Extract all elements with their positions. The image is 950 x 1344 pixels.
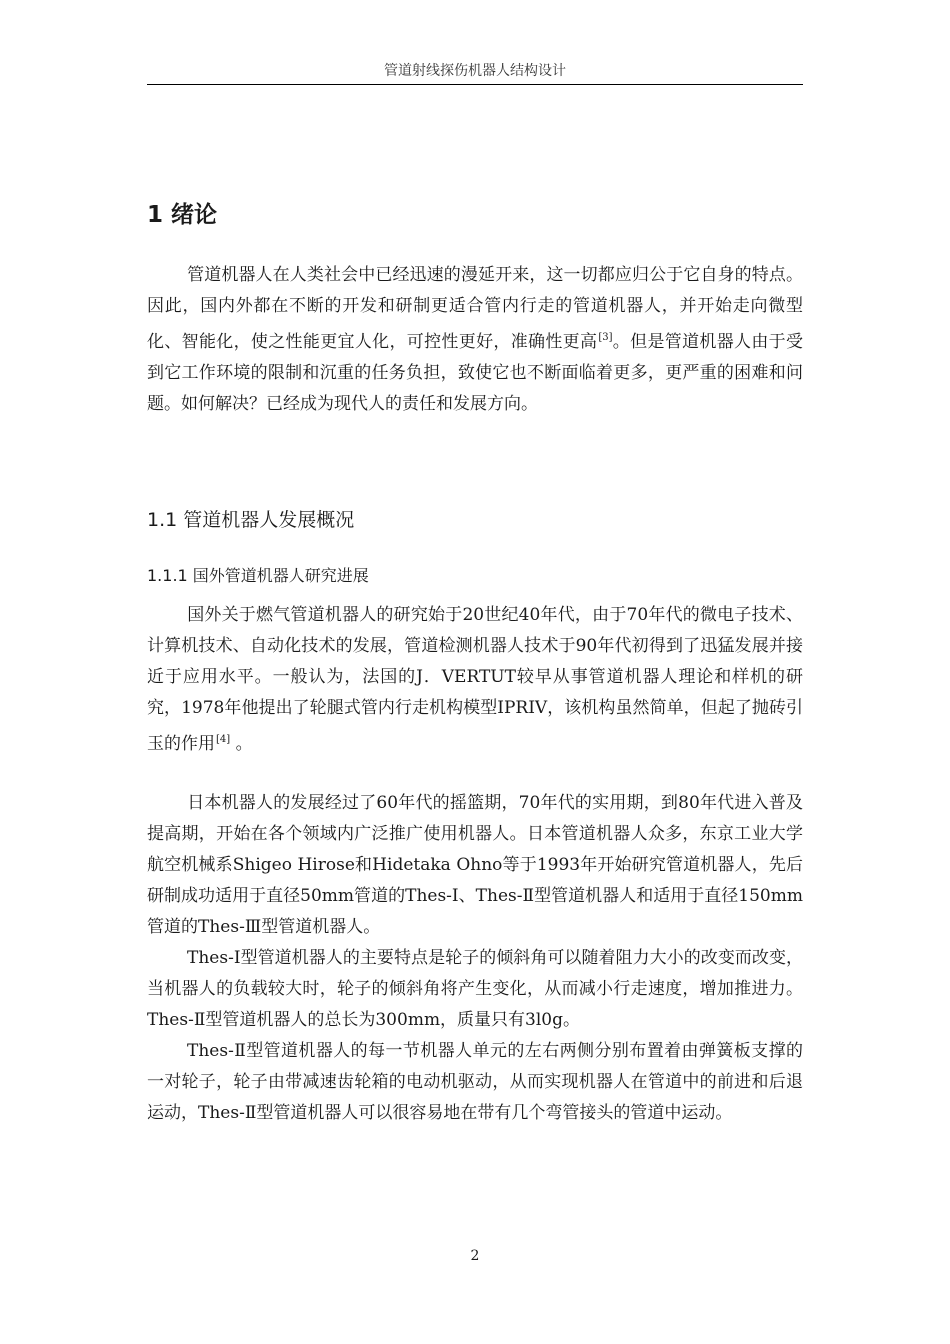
intro-text-a: 管道机器人在人类社会中已经迅速的漫延开来，这一切都应归公于它自身的特点。因此，国内外都在不断的开发和研制更适合管内行走的管道机器人，并开始走向微型化、智能化，使之性能更宜人化，可控性更好，准确性更高 xyxy=(147,265,803,352)
paragraph-4-text: Thes-I型管道机器人的主要特点是轮子的倾斜角可以随着阻力大小的改变而改变，当机器人的负载较大时，轮子的倾斜角将产生变化，从而减小行走速度，增加推进力。Thes-Ⅱ型管道机器人的总长为300mm，质量只有3l0g。 xyxy=(147,948,803,1030)
intro-text-b: 。但是管道机器人由于受到它工作环境的限制和沉重的任务负担，致使它也不断面临着更多，更严重的困难和问题。如何解决？已经成为现代人的责任和发展方向。 xyxy=(147,332,804,414)
paragraph-thes-1 xyxy=(147,943,803,1036)
running-header: 管道射线探伤机器人结构设计 xyxy=(384,63,566,79)
section-heading: 1.1 管道机器人发展概况 xyxy=(147,509,355,531)
paragraph-thes-2 xyxy=(147,1036,803,1129)
subsection-heading: 1.1.1 国外管道机器人研究进展 xyxy=(147,566,369,585)
paragraph-japan-robots xyxy=(147,788,803,943)
citation-4[interactable]: [4] xyxy=(216,734,231,745)
intro-paragraph xyxy=(147,260,803,420)
paragraph-2-text-a: 国外关于燃气管道机器人的研究始于20世纪40年代，由于70年代的微电子技术、计算机技术、自动化技术的发展，管道检测机器人技术于90年代初得到了迅猛发展并接近于应用水平。一般认为，法国的J．VERTUT较早从事管道机器人理论和样机的研究，1978年他提出了轮腿式管内行走机构模型IPRIV，该机构虽然简单，但起了抛砖引玉的作用 xyxy=(147,605,803,754)
paragraph-3-text: 日本机器人的发展经过了60年代的摇篮期，70年代的实用期，到80年代进入普及提高期，开始在各个领域内广泛推广使用机器人。日本管道机器人众多，东京工业大学航空机械系Shigeo Hirose和Hidetaka Ohno等于1993年开始研究管道机器人，先后研制成功适用于直径50mm管道的Thes-I、Thes-Ⅱ型管道机器人和适用于直径150mm管道的Thes-Ⅲ型管道机器人。 xyxy=(147,793,803,937)
paragraph-2-text-b: 。 xyxy=(230,734,253,754)
chapter-heading: 1 绪论 xyxy=(147,202,218,228)
paragraph-foreign-research xyxy=(147,600,803,760)
page-number: 2 xyxy=(470,1248,480,1264)
header-rule xyxy=(147,84,803,85)
paragraph-5-text: Thes-Ⅱ型管道机器人的每一节机器人单元的左右两侧分别布置着由弹簧板支撑的一对轮子，轮子由带减速齿轮箱的电动机驱动，从而实现机器人在管道中的前进和后退运动，Thes-Ⅱ型管道机器人可以很容易地在带有几个弯管接头的管道中运动。 xyxy=(147,1041,803,1123)
citation-3[interactable]: [3] xyxy=(598,332,613,343)
